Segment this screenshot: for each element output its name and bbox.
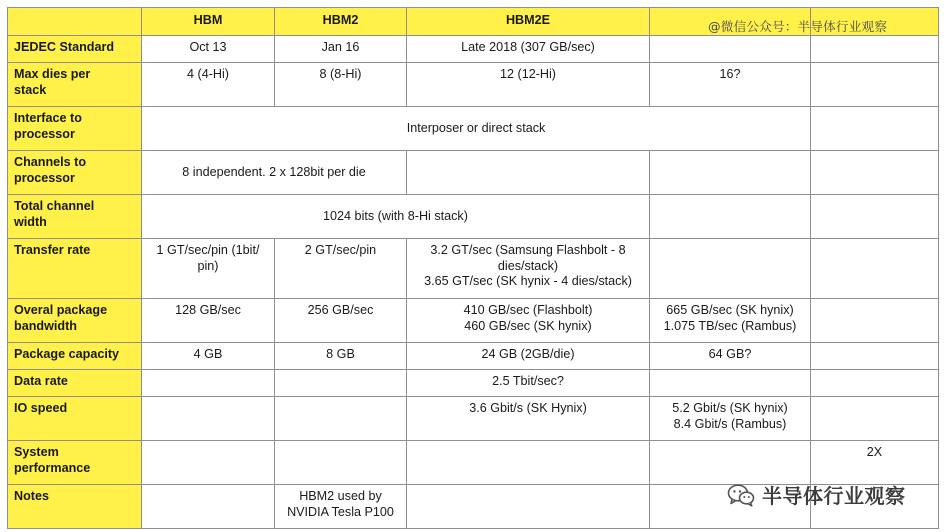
row-label-line: Max dies per [14, 67, 91, 81]
watermark-bottom [727, 480, 906, 509]
cell-line: NVIDIA Tesla P100 [287, 504, 394, 519]
cell-bandwidth-hbm2: 256 GB/sec [275, 299, 407, 343]
row-label-line: bandwidth [14, 318, 77, 333]
row-label-line: Channels to [14, 155, 87, 169]
watermark-top: @微信公众号：半导体行业观察 [708, 19, 888, 34]
row-label-line: processor [14, 126, 75, 141]
cell-capacity-hbm2e: 24 GB (2GB/die) [407, 343, 650, 370]
row-label-jedec: JEDEC Standard [8, 36, 142, 63]
spec-table-container [7, 7, 939, 529]
table-row-datarate [8, 370, 939, 397]
cell-line: 5.2 Gbit/s (SK hynix) [672, 401, 788, 415]
cell-line: 460 GB/sec (SK hynix) [464, 318, 592, 333]
table-row-channels [8, 151, 939, 195]
cell-io-col4 [650, 397, 811, 441]
cell-notes-hbm2e [407, 485, 650, 529]
row-label-line: System [14, 445, 59, 459]
cell-channels-merged: 8 independent. 2 x 128bit per die [142, 151, 407, 195]
cell-transfer-col5 [811, 239, 939, 299]
cell-system-hbm [142, 441, 275, 485]
cell-width-merged: 1024 bits (with 8-Hi stack) [142, 195, 650, 239]
cell-line: 1 GT/sec/pin (1bit/ [156, 243, 260, 257]
cell-datarate-hbm2e: 2.5 Tbit/sec? [407, 370, 650, 397]
header-corner [8, 8, 142, 36]
table-row-jedec [8, 36, 939, 63]
cell-interface-merged: Interposer or direct stack [142, 107, 811, 151]
cell-bandwidth-col5 [811, 299, 939, 343]
row-label-interface [8, 107, 142, 151]
table-row-system [8, 441, 939, 485]
cell-width-col4 [650, 195, 811, 239]
cell-notes-hbm2 [275, 485, 407, 529]
header-hbm: HBM [142, 8, 275, 36]
cell-dies-hbm2: 8 (8-Hi) [275, 63, 407, 107]
wechat-icon [727, 483, 755, 507]
cell-jedec-col5 [811, 36, 939, 63]
cell-transfer-hbm [142, 239, 275, 299]
cell-capacity-col5 [811, 343, 939, 370]
cell-io-hbm2e: 3.6 Gbit/s (SK Hynix) [407, 397, 650, 441]
cell-io-col5 [811, 397, 939, 441]
cell-bandwidth-col4 [650, 299, 811, 343]
cell-line: pin) [197, 258, 219, 273]
cell-line: dies/stack) [497, 258, 559, 273]
watermark-bottom-text: 半导体行业观察 [762, 484, 906, 508]
cell-datarate-col4 [650, 370, 811, 397]
cell-line: 3.65 GT/sec (SK hynix - 4 dies/stack) [424, 274, 632, 288]
row-label-line: Overal package [14, 303, 108, 317]
table-row-dies [8, 63, 939, 107]
cell-system-hbm2e [407, 441, 650, 485]
row-label-io: IO speed [8, 397, 142, 441]
cell-system-col5: 2X [811, 441, 939, 485]
cell-datarate-hbm2 [275, 370, 407, 397]
cell-dies-col5 [811, 63, 939, 107]
cell-line: 3.2 GT/sec (Samsung Flashbolt - 8 [430, 243, 626, 257]
cell-line: 410 GB/sec (Flashbolt) [463, 303, 593, 317]
cell-capacity-hbm: 4 GB [142, 343, 275, 370]
row-label-datarate: Data rate [8, 370, 142, 397]
cell-io-hbm2 [275, 397, 407, 441]
cell-channels-col4 [650, 151, 811, 195]
cell-interface-col5 [811, 107, 939, 151]
row-label-bandwidth [8, 299, 142, 343]
row-label-system [8, 441, 142, 485]
table-row-width [8, 195, 939, 239]
table-row-transfer [8, 239, 939, 299]
cell-line: 8.4 Gbit/s (Rambus) [673, 416, 787, 431]
cell-datarate-col5 [811, 370, 939, 397]
cell-jedec-hbm2: Jan 16 [275, 36, 407, 63]
cell-jedec-hbm2e: Late 2018 (307 GB/sec) [407, 36, 650, 63]
cell-channels-hbm2e [407, 151, 650, 195]
row-label-line: stack [14, 82, 47, 97]
table-row-io [8, 397, 939, 441]
row-label-line: Interface to [14, 111, 82, 125]
cell-width-col5 [811, 195, 939, 239]
row-label-notes: Notes [8, 485, 142, 529]
cell-channels-col5 [811, 151, 939, 195]
table-row-capacity [8, 343, 939, 370]
cell-line: 665 GB/sec (SK hynix) [666, 303, 794, 317]
cell-capacity-hbm2: 8 GB [275, 343, 407, 370]
header-hbm2: HBM2 [275, 8, 407, 36]
row-label-line: width [14, 214, 47, 229]
row-label-capacity: Package capacity [8, 343, 142, 370]
cell-bandwidth-hbm2e [407, 299, 650, 343]
cell-dies-col4: 16? [650, 63, 811, 107]
cell-line: HBM2 used by [299, 489, 382, 503]
row-label-transfer: Transfer rate [8, 239, 142, 299]
cell-datarate-hbm [142, 370, 275, 397]
row-label-line: processor [14, 170, 75, 185]
cell-system-hbm2 [275, 441, 407, 485]
table-row-interface [8, 107, 939, 151]
row-label-dies [8, 63, 142, 107]
row-label-line: performance [14, 460, 91, 475]
row-label-width [8, 195, 142, 239]
cell-io-hbm [142, 397, 275, 441]
row-label-channels [8, 151, 142, 195]
cell-dies-hbm2e: 12 (12-Hi) [407, 63, 650, 107]
cell-jedec-hbm: Oct 13 [142, 36, 275, 63]
cell-transfer-hbm2: 2 GT/sec/pin [275, 239, 407, 299]
cell-transfer-col4 [650, 239, 811, 299]
cell-bandwidth-hbm: 128 GB/sec [142, 299, 275, 343]
cell-capacity-col4: 64 GB? [650, 343, 811, 370]
cell-dies-hbm: 4 (4-Hi) [142, 63, 275, 107]
hbm-comparison-table [7, 7, 939, 529]
cell-jedec-col4 [650, 36, 811, 63]
table-row-bandwidth [8, 299, 939, 343]
row-label-line: Total channel [14, 199, 95, 213]
header-hbm2e: HBM2E [407, 8, 650, 36]
cell-transfer-hbm2e [407, 239, 650, 299]
cell-line: 1.075 TB/sec (Rambus) [663, 318, 797, 333]
cell-notes-hbm [142, 485, 275, 529]
cell-system-col4 [650, 441, 811, 485]
